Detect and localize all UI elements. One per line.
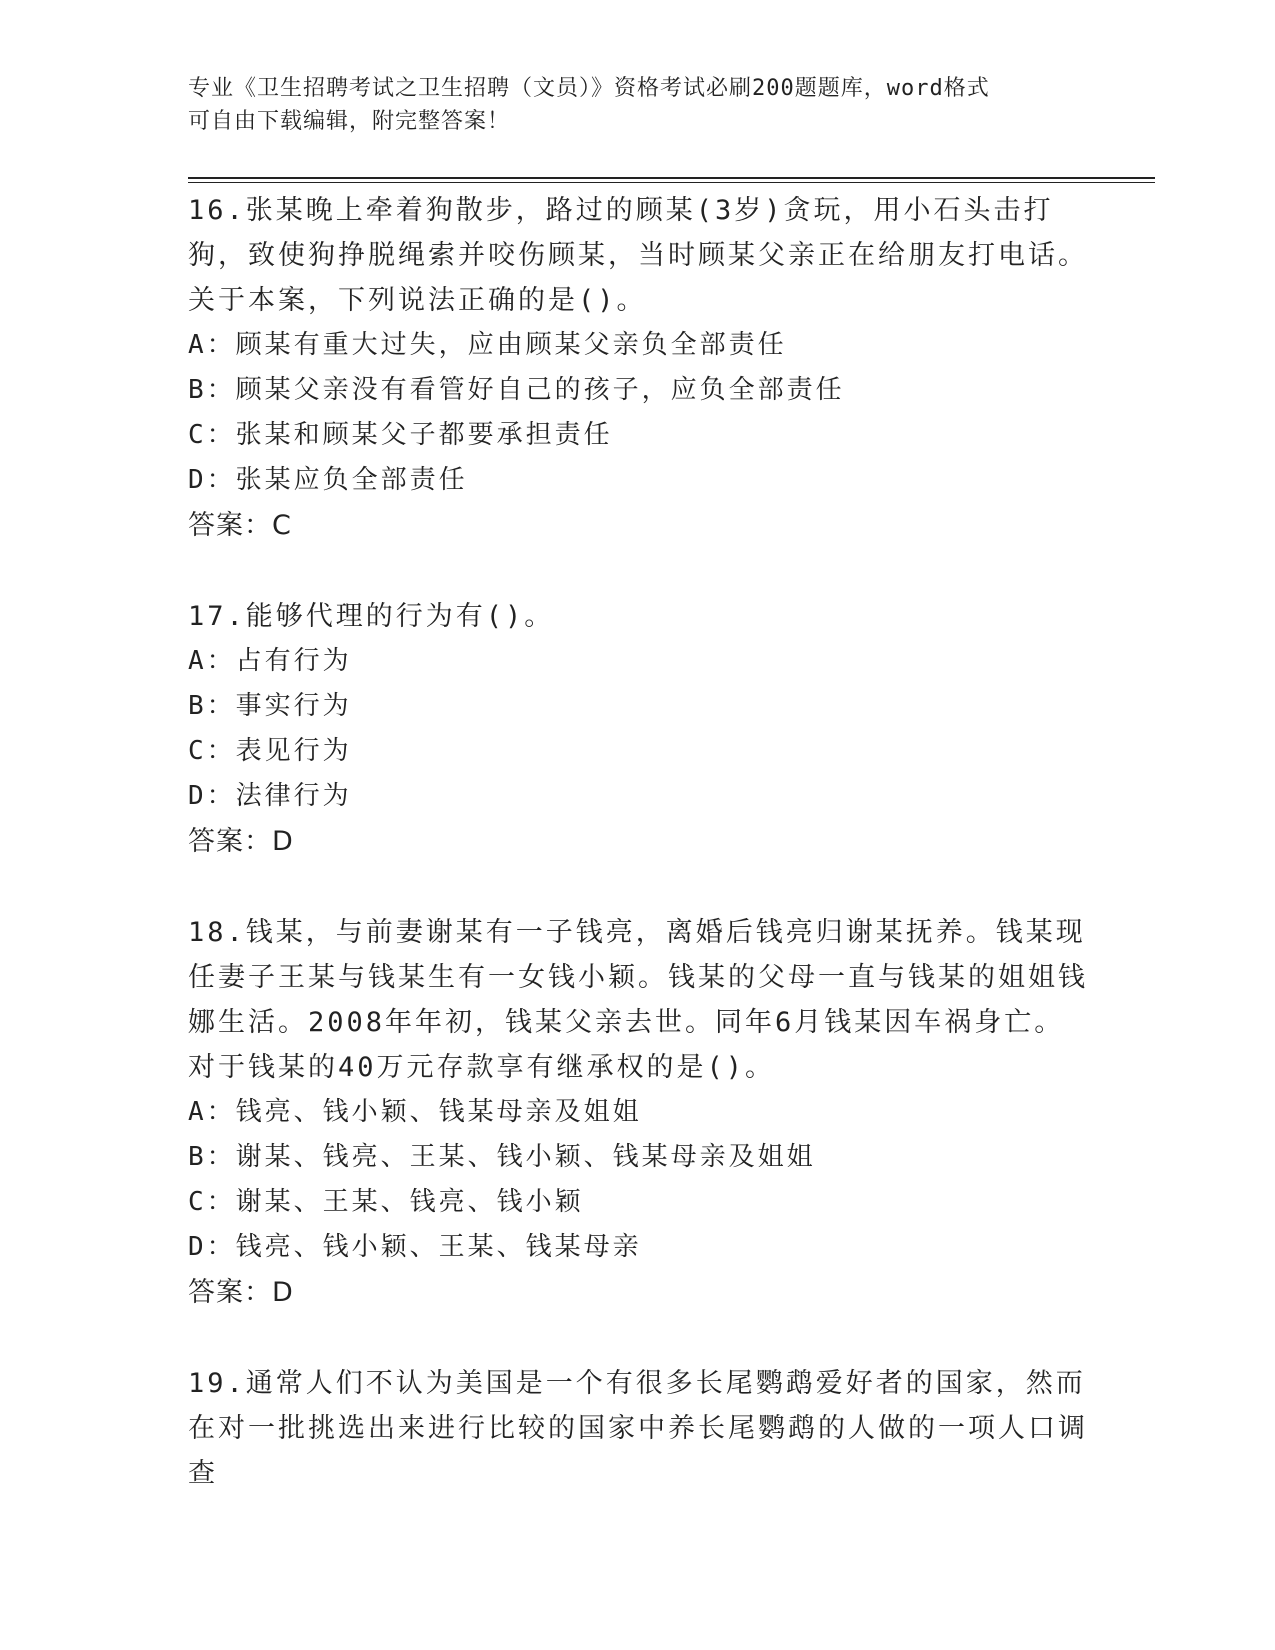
question-19 [188, 1361, 1088, 1496]
option-c: C：张某和顾某父子都要承担责任 [188, 420, 613, 450]
question-16 [188, 188, 1088, 549]
option-c: C：谢某、王某、钱亮、钱小颖 [188, 1187, 584, 1217]
answer-label: 答案：D [188, 826, 294, 857]
document-header [188, 72, 1088, 138]
question-17 [188, 594, 1088, 865]
option-a: A：钱亮、钱小颖、钱某母亲及姐姐 [188, 1097, 642, 1127]
question-stem: 18.钱某，与前妻谢某有一子钱亮，离婚后钱亮归谢某抚养。钱某现任妻子王某与钱某生有一女钱小颖。钱某的父母一直与钱某的姐姐钱娜生活。2008年年初，钱某父亲去世。同年6月钱某因车祸身亡。对于钱某的40万元存款享有继承权的是()。 [188, 917, 1088, 1083]
question-stem: 16.张某晚上牵着狗散步，路过的顾某(3岁)贪玩，用小石头击打狗，致使狗挣脱绳索并咬伤顾某，当时顾某父亲正在给朋友打电话。关于本案，下列说法正确的是()。 [188, 195, 1088, 316]
option-a: A：占有行为 [188, 646, 352, 676]
question-18 [188, 910, 1088, 1316]
option-c: C：表见行为 [188, 736, 352, 766]
option-d: D：钱亮、钱小颖、王某、钱某母亲 [188, 1232, 642, 1262]
option-b: B：顾某父亲没有看管好自己的孩子，应负全部责任 [188, 375, 845, 405]
header-divider [188, 177, 1155, 183]
option-d: D：张某应负全部责任 [188, 465, 468, 495]
answer-label: 答案：C [188, 510, 292, 541]
option-a: A：顾某有重大过失，应由顾某父亲负全部责任 [188, 330, 787, 360]
answer-label: 答案：D [188, 1277, 294, 1308]
option-d: D：法律行为 [188, 781, 352, 811]
option-b: B：事实行为 [188, 691, 352, 721]
question-stem: 17.能够代理的行为有()。 [188, 601, 555, 632]
header-title-line: 专业《卫生招聘考试之卫生招聘（文员）》资格考试必刷200题题库，word格式 [188, 76, 990, 101]
option-b: B：谢某、钱亮、王某、钱小颖、钱某母亲及姐姐 [188, 1142, 816, 1172]
header-subtitle-line: 可自由下载编辑，附完整答案！ [188, 109, 511, 134]
question-stem: 19.通常人们不认为美国是一个有很多长尾鹦鹉爱好者的国家，然而在对一批挑选出来进行比较的国家中养长尾鹦鹉的人做的一项人口调查 [188, 1368, 1088, 1489]
question-list [188, 188, 1088, 1541]
